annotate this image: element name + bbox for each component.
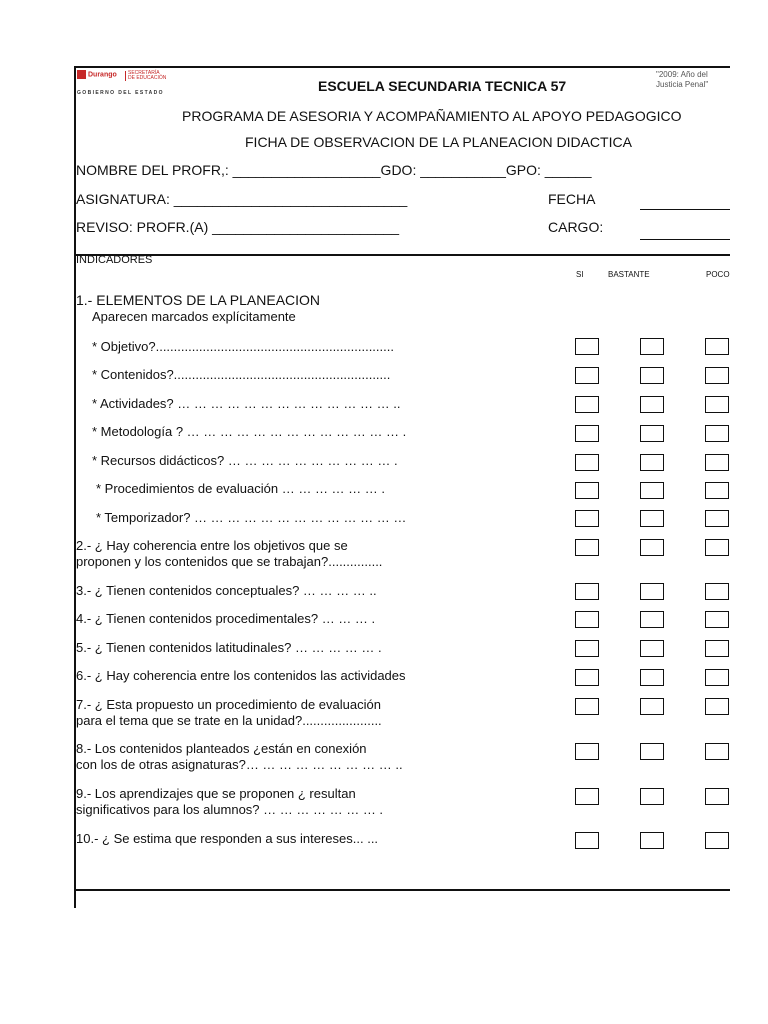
checkbox-si[interactable] bbox=[575, 539, 599, 556]
checkbox-bastante[interactable] bbox=[640, 788, 664, 805]
top-border bbox=[74, 66, 730, 68]
checkbox-si[interactable] bbox=[575, 482, 599, 499]
checkbox-si[interactable] bbox=[575, 454, 599, 471]
checkbox-poco[interactable] bbox=[705, 698, 729, 715]
checkbox-poco[interactable] bbox=[705, 583, 729, 600]
checkbox-si[interactable] bbox=[575, 338, 599, 355]
checkbox-si[interactable] bbox=[575, 611, 599, 628]
form-title: FICHA DE OBSERVACION DE LA PLANEACION DIDACTICA bbox=[245, 134, 632, 150]
table-divider bbox=[74, 254, 730, 256]
teacher-field[interactable]: NOMBRE DEL PROFR,: ___________________GDO: ___________GPO: ______ bbox=[76, 162, 592, 178]
checkbox-si[interactable] bbox=[575, 832, 599, 849]
state-shield-icon bbox=[77, 70, 86, 79]
page-crop-edge bbox=[730, 0, 768, 1024]
position-label: CARGO: bbox=[548, 219, 604, 235]
checkbox-bastante[interactable] bbox=[640, 669, 664, 686]
checkbox-poco[interactable] bbox=[705, 611, 729, 628]
checkbox-si[interactable] bbox=[575, 510, 599, 527]
checkbox-bastante[interactable] bbox=[640, 583, 664, 600]
checkbox-poco[interactable] bbox=[705, 788, 729, 805]
checkbox-bastante[interactable] bbox=[640, 396, 664, 413]
checkbox-poco[interactable] bbox=[705, 454, 729, 471]
subject-field[interactable]: ASIGNATURA: ______________________________ bbox=[76, 191, 408, 207]
checkbox-si[interactable] bbox=[575, 396, 599, 413]
checkbox-bastante[interactable] bbox=[640, 482, 664, 499]
checkbox-bastante[interactable] bbox=[640, 510, 664, 527]
checkbox-si[interactable] bbox=[575, 669, 599, 686]
checkbox-bastante[interactable] bbox=[640, 539, 664, 556]
column-poco: POCO bbox=[706, 270, 730, 279]
checkbox-bastante[interactable] bbox=[640, 425, 664, 442]
checkbox-poco[interactable] bbox=[705, 669, 729, 686]
year-motto: "2009: Año del Justicia Penal" bbox=[656, 70, 709, 89]
checkbox-poco[interactable] bbox=[705, 425, 729, 442]
checkbox-si[interactable] bbox=[575, 583, 599, 600]
checkbox-bastante[interactable] bbox=[640, 743, 664, 760]
checkbox-si[interactable] bbox=[575, 367, 599, 384]
checkbox-bastante[interactable] bbox=[640, 611, 664, 628]
checkbox-bastante[interactable] bbox=[640, 698, 664, 715]
checkbox-bastante[interactable] bbox=[640, 640, 664, 657]
checkbox-bastante[interactable] bbox=[640, 454, 664, 471]
checkbox-poco[interactable] bbox=[705, 482, 729, 499]
checkbox-poco[interactable] bbox=[705, 396, 729, 413]
column-bastante: BASTANTE bbox=[608, 270, 650, 279]
date-line[interactable] bbox=[640, 209, 730, 210]
position-line[interactable] bbox=[640, 239, 730, 240]
checkbox-si[interactable] bbox=[575, 425, 599, 442]
column-si: SI bbox=[576, 270, 584, 279]
checkbox-poco[interactable] bbox=[705, 338, 729, 355]
checkbox-si[interactable] bbox=[575, 640, 599, 657]
checkbox-poco[interactable] bbox=[705, 640, 729, 657]
section-title: 1.- ELEMENTOS DE LA PLANEACION bbox=[76, 292, 321, 308]
program-title: PROGRAMA DE ASESORIA Y ACOMPAÑAMIENTO AL APOYO PEDAGOGICO bbox=[182, 108, 682, 124]
checkbox-bastante[interactable] bbox=[640, 832, 664, 849]
durango-logo: Durango SECRETARÍA DE EDUCACIÓN GOBIERNO DEL ESTADO bbox=[77, 70, 167, 96]
checkbox-si[interactable] bbox=[575, 698, 599, 715]
reviewer-field[interactable]: REVISO: PROFR.(A) ________________________ bbox=[76, 219, 399, 235]
section-subtitle: Aparecen marcados explícitamente bbox=[92, 309, 296, 324]
school-name: ESCUELA SECUNDARIA TECNICA 57 bbox=[318, 78, 567, 94]
checkbox-poco[interactable] bbox=[705, 743, 729, 760]
bottom-border bbox=[74, 889, 730, 891]
checkbox-poco[interactable] bbox=[705, 539, 729, 556]
checkbox-poco[interactable] bbox=[705, 832, 729, 849]
checkbox-bastante[interactable] bbox=[640, 338, 664, 355]
checkbox-poco[interactable] bbox=[705, 367, 729, 384]
date-label: FECHA bbox=[548, 191, 596, 207]
indicators-header: INDICADORES bbox=[76, 254, 153, 266]
checkbox-poco[interactable] bbox=[705, 510, 729, 527]
checkbox-si[interactable] bbox=[575, 743, 599, 760]
checkbox-si[interactable] bbox=[575, 788, 599, 805]
checkbox-bastante[interactable] bbox=[640, 367, 664, 384]
